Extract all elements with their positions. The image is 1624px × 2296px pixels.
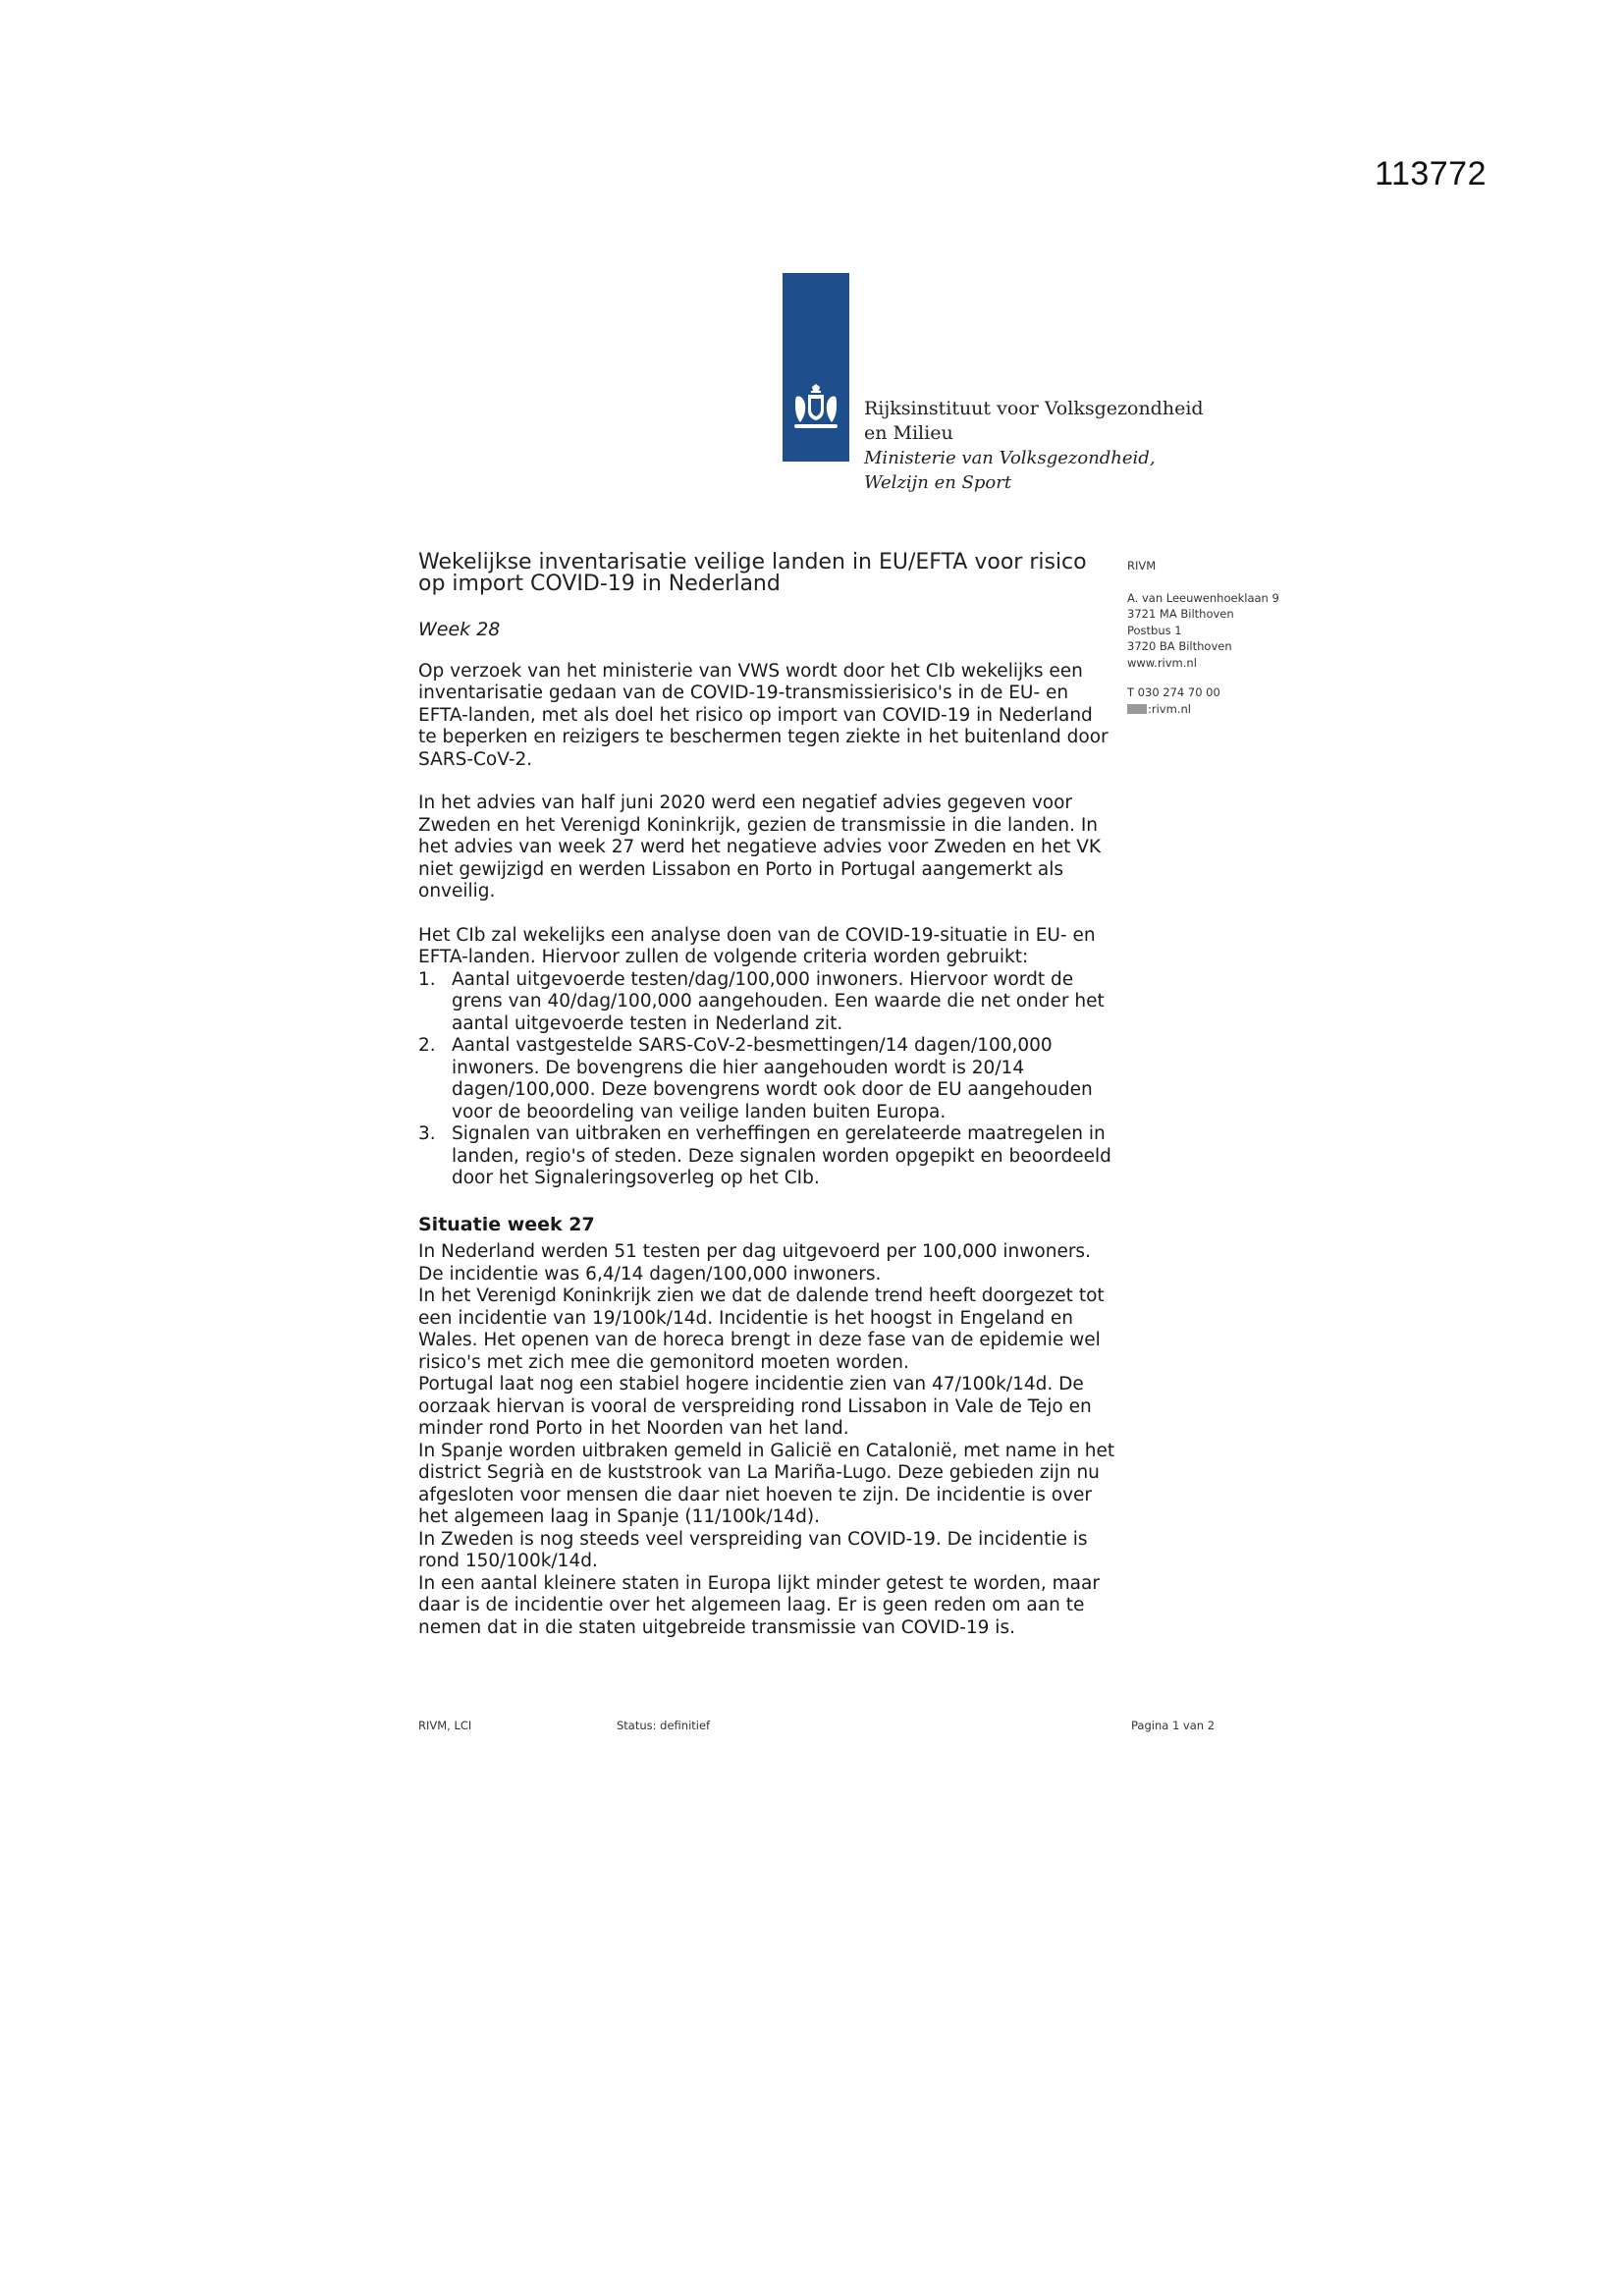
sender-label: RIVM xyxy=(1127,559,1157,573)
situation-section xyxy=(418,1241,1115,1639)
situation-spain: In Spanje worden uitbraken gemeld in Galicië en Catalonië, met name in het district Segrià en de kuststrook van La Mariña-Lugo. Deze gebieden zijn nu afgesloten voor mensen die daar niet hoeven te zijn. De incidentie is over het algemeen laag in Spanje (11/100k/14d). xyxy=(418,1440,1115,1527)
document-title: Wekelijkse inventarisatie veilige landen in EU/EFTA voor risico op import COVID-19 in Nederland xyxy=(418,550,1087,596)
criteria-number: 1. xyxy=(418,968,436,990)
criteria-text: Aantal uitgevoerde testen/dag/100,000 inwoners. Hiervoor wordt de grens van 40/dag/100,000 aangehouden. Een waarde die net onder het aantal uitgevoerde testen in Nederland zit. xyxy=(452,968,1105,1034)
criteria-text: Signalen van uitbraken en verheffingen en gerelateerde maatregelen in landen, regio's of steden. Deze signalen worden opgepikt en beoordeeld door het Signaleringsoverleg op het CIb. xyxy=(452,1123,1111,1188)
email-address xyxy=(1127,701,1279,718)
footer-page-number: Pagina 1 van 2 xyxy=(1131,1719,1216,1732)
criteria-text: Aantal vastgestelde SARS-CoV-2-besmettingen/14 dagen/100,000 inwoners. De bovengrens die hier aangehouden wordt is 20/14 dagen/100,000. Deze bovengrens wordt ook door de EU aangehouden voor de beoordeling van veilige landen buiten Europa. xyxy=(452,1035,1093,1122)
criteria-item xyxy=(418,1123,1115,1190)
situation-netherlands: In Nederland werden 51 testen per dag uitgevoerd per 100,000 inwoners. De incidentie was 6,4/14 dagen/100,000 inwoners. xyxy=(418,1241,1091,1285)
email-suffix: :rivm.nl xyxy=(1148,701,1191,716)
sender-address xyxy=(1127,590,1279,672)
situation-sweden: In Zweden is nog steeds veel verspreiding van COVID-19. De incidentie is rond 150/100k/14d. xyxy=(418,1528,1088,1571)
criteria-item xyxy=(418,1035,1115,1123)
criteria-list xyxy=(418,969,1115,1190)
redaction-block xyxy=(1127,704,1147,714)
criteria-item xyxy=(418,969,1115,1036)
address-line: A. van Leeuwenhoeklaan 9 xyxy=(1127,590,1279,605)
sender-contact xyxy=(1127,684,1279,717)
criteria-number: 3. xyxy=(418,1123,436,1144)
address-line: 3721 MA Bilthoven xyxy=(1127,607,1234,621)
website-link[interactable]: www.rivm.nl xyxy=(1127,655,1197,670)
footer-status: Status: definitief xyxy=(617,1719,711,1732)
criteria-number: 2. xyxy=(418,1035,436,1056)
phone-number: T 030 274 70 00 xyxy=(1127,685,1220,699)
institute-name-line1: Rijksinstituut voor Volksgezondheid xyxy=(864,398,1204,419)
week-label: Week 28 xyxy=(418,619,501,640)
ministry-name-line2: Welzijn en Sport xyxy=(864,472,1012,493)
sender-sidebar xyxy=(1127,558,1279,717)
rijksoverheid-logo-bar xyxy=(783,273,849,462)
advice-paragraph: In het advies van half juni 2020 werd een negatief advies gegeven voor Zweden en het Verenigd Koninkrijk, gezien de transmissie in die landen. In het advies van week 27 werd het negatieve advies voor Zweden en het VK niet gewijzigd en werden Lissabon en Porto in Portugal aangemerkt als onveilig. xyxy=(418,793,1102,902)
intro-paragraph: Op verzoek van het ministerie van VWS wordt door het CIb wekelijks een inventarisatie gedaan van de COVID-19-transmissierisico's in de EU- en EFTA-landen, met als doel het risico op import van COVID-19 in Nederland te beperken en reizigers te beschermen tegen ziekte in het buitenland door SARS-CoV-2. xyxy=(418,660,1109,770)
situation-uk: In het Verenigd Koninkrijk zien we dat de dalende trend heeft doorgezet tot een incidentie van 19/100k/14d. Incidentie is het hoogst in Engeland en Wales. Het openen van de horeca brengt in deze fase van de epidemie wel risico's met zich mee die gemonitord moeten worden. xyxy=(418,1285,1105,1373)
footer-department: RIVM, LCI xyxy=(418,1719,472,1732)
document-number: 113772 xyxy=(1375,155,1487,192)
coat-of-arms-icon xyxy=(790,383,841,434)
criteria-intro-paragraph: Het CIb zal wekelijks een analyse doen van de COVID-19-situatie in EU- en EFTA-landen. Hiervoor zullen de volgende criteria worden gebruikt: xyxy=(418,924,1096,967)
document-body xyxy=(418,552,1115,1639)
institute-name xyxy=(864,397,1204,495)
situation-heading: Situatie week 27 xyxy=(418,1213,595,1235)
address-line: Postbus 1 xyxy=(1127,623,1182,637)
situation-portugal: Portugal laat nog een stabiel hogere incidentie zien van 47/100k/14d. De oorzaak hiervan is vooral de verspreiding rond Lissabon in Vale de Tejo en minder rond Porto in het Noorden van het land. xyxy=(418,1374,1092,1439)
situation-small-states: In een aantal kleinere staten in Europa lijkt minder getest te worden, maar daar is de incidentie over het algemeen laag. Er is geen reden om aan te nemen dat in die staten uitgebreide transmissie van COVID-19 is. xyxy=(418,1572,1100,1638)
ministry-name-line1: Ministerie van Volksgezondheid, xyxy=(864,448,1156,468)
address-line: 3720 BA Bilthoven xyxy=(1127,639,1232,653)
institute-name-line2: en Milieu xyxy=(864,422,953,444)
